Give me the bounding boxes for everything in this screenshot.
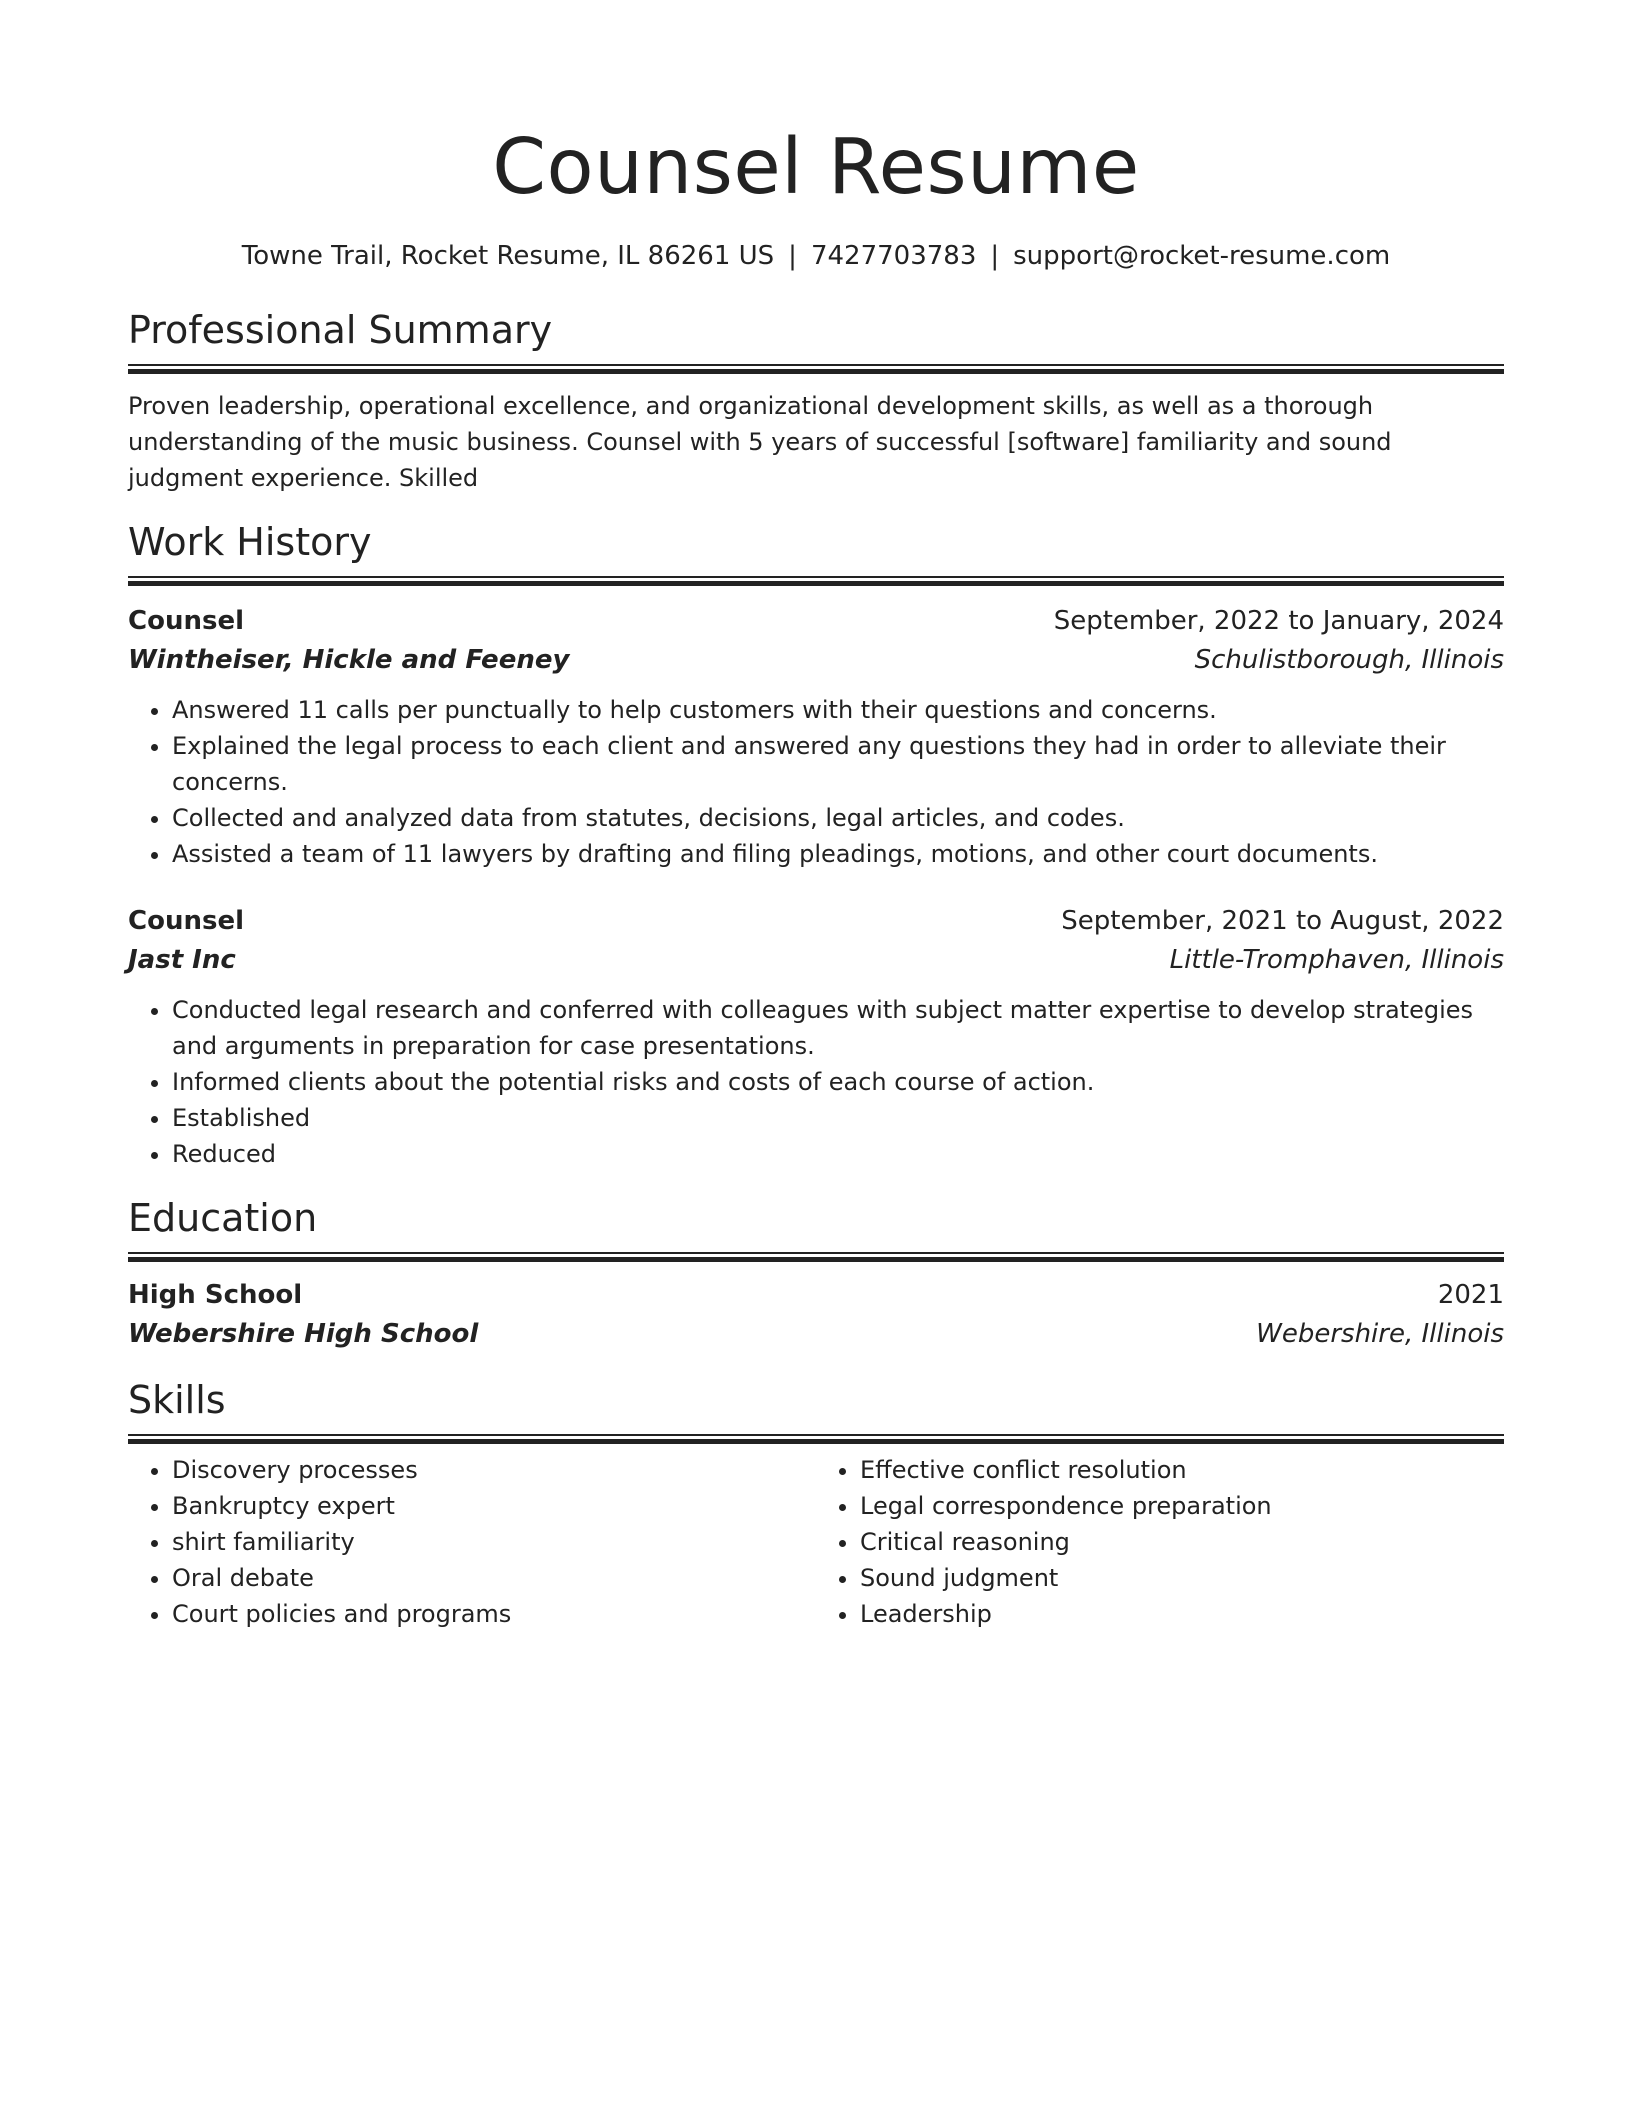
list-item: • Collected and analyzed data from statutes, decisions, legal articles, and codes.	[172, 800, 1504, 836]
contact-separator: |	[990, 241, 1000, 271]
job-dates: September, 2022 to January, 2024	[1053, 606, 1504, 636]
list-item: • Bankruptcy expert	[172, 1488, 816, 1524]
list-item: • Established	[172, 1100, 1504, 1136]
list-item: • Conducted legal research and conferred with colleagues with subject matter expertise to develop strategies and arguments in preparation for case presentations.	[172, 992, 1504, 1064]
job-dates: September, 2021 to August, 2022	[1061, 906, 1504, 936]
list-item: • Legal correspondence preparation	[860, 1488, 1504, 1524]
list-item: • Answered 11 calls per punctually to help customers with their questions and concerns.	[172, 692, 1504, 728]
list-item: • Discovery processes	[172, 1452, 816, 1488]
education-header	[128, 1276, 1504, 1314]
job-title: Counsel	[128, 906, 244, 936]
job-entry	[128, 602, 1504, 872]
contact-address: Towne Trail, Rocket Resume, IL 86261 US	[241, 241, 775, 271]
job-header	[128, 602, 1504, 640]
section-divider	[128, 364, 1504, 374]
list-item: • Assisted a team of 11 lawyers by drafting and filing pleadings, motions, and other court documents.	[172, 836, 1504, 872]
education-section	[128, 1194, 1504, 1354]
list-item: • Critical reasoning	[860, 1524, 1504, 1560]
summary-heading: Professional Summary	[128, 308, 553, 352]
section-divider	[128, 1434, 1504, 1444]
job-header	[128, 902, 1504, 940]
education-degree: High School	[128, 1280, 303, 1310]
job-employer: Jast Inc	[128, 945, 236, 975]
education-school: Webershire High School	[128, 1319, 479, 1349]
contact-email: support@rocket-resume.com	[1013, 241, 1391, 271]
skills-heading: Skills	[128, 1378, 226, 1422]
job-title: Counsel	[128, 606, 244, 636]
job-employer: Wintheiser, Hickle and Feeney	[128, 645, 570, 675]
summary-text: Proven leadership, operational excellence, and organizational development skills, as well as a thorough understanding of the music business. Counsel with 5 years of successful [software] familiarity and sound judgment experience. Skilled	[128, 392, 1392, 492]
job-location: Little-Tromphaven, Illinois	[1169, 945, 1504, 975]
list-item: • Explained the legal process to each client and answered any questions they had in order to alleviate their concerns.	[172, 728, 1504, 800]
education-heading: Education	[128, 1196, 318, 1240]
contact-phone: 7427703783	[810, 241, 977, 271]
work-history-section	[128, 518, 1504, 1172]
skills-list-right	[816, 1452, 1504, 1632]
job-duties-list	[128, 992, 1504, 1172]
contact-separator: |	[788, 241, 797, 271]
list-item: • Oral debate	[172, 1560, 816, 1596]
section-divider	[128, 1252, 1504, 1262]
list-item: • Reduced	[172, 1136, 1504, 1172]
list-item: • Leadership	[860, 1596, 1504, 1632]
job-subheader	[128, 940, 1504, 980]
education-location: Webershire, Illinois	[1256, 1319, 1504, 1349]
education-entry	[128, 1276, 1504, 1354]
list-item: • Effective conflict resolution	[860, 1452, 1504, 1488]
section-divider	[128, 576, 1504, 586]
resume-name: Counsel Resume	[492, 123, 1140, 212]
list-item: • Sound judgment	[860, 1560, 1504, 1596]
education-year: 2021	[1437, 1280, 1504, 1310]
summary-section	[128, 306, 1504, 496]
skills-section	[128, 1376, 1504, 1632]
job-entry	[128, 902, 1504, 1172]
job-location: Schulistborough, Illinois	[1194, 645, 1504, 675]
education-subheader	[128, 1314, 1504, 1354]
contact-line	[128, 238, 1504, 274]
work-history-heading: Work History	[128, 520, 372, 564]
list-item: • Court policies and programs	[172, 1596, 816, 1632]
skills-columns	[128, 1452, 1504, 1632]
job-subheader	[128, 640, 1504, 680]
list-item: • Informed clients about the potential risks and costs of each course of action.	[172, 1064, 1504, 1100]
job-duties-list	[128, 692, 1504, 872]
list-item: • shirt familiarity	[172, 1524, 816, 1560]
skills-list-left	[128, 1452, 816, 1632]
